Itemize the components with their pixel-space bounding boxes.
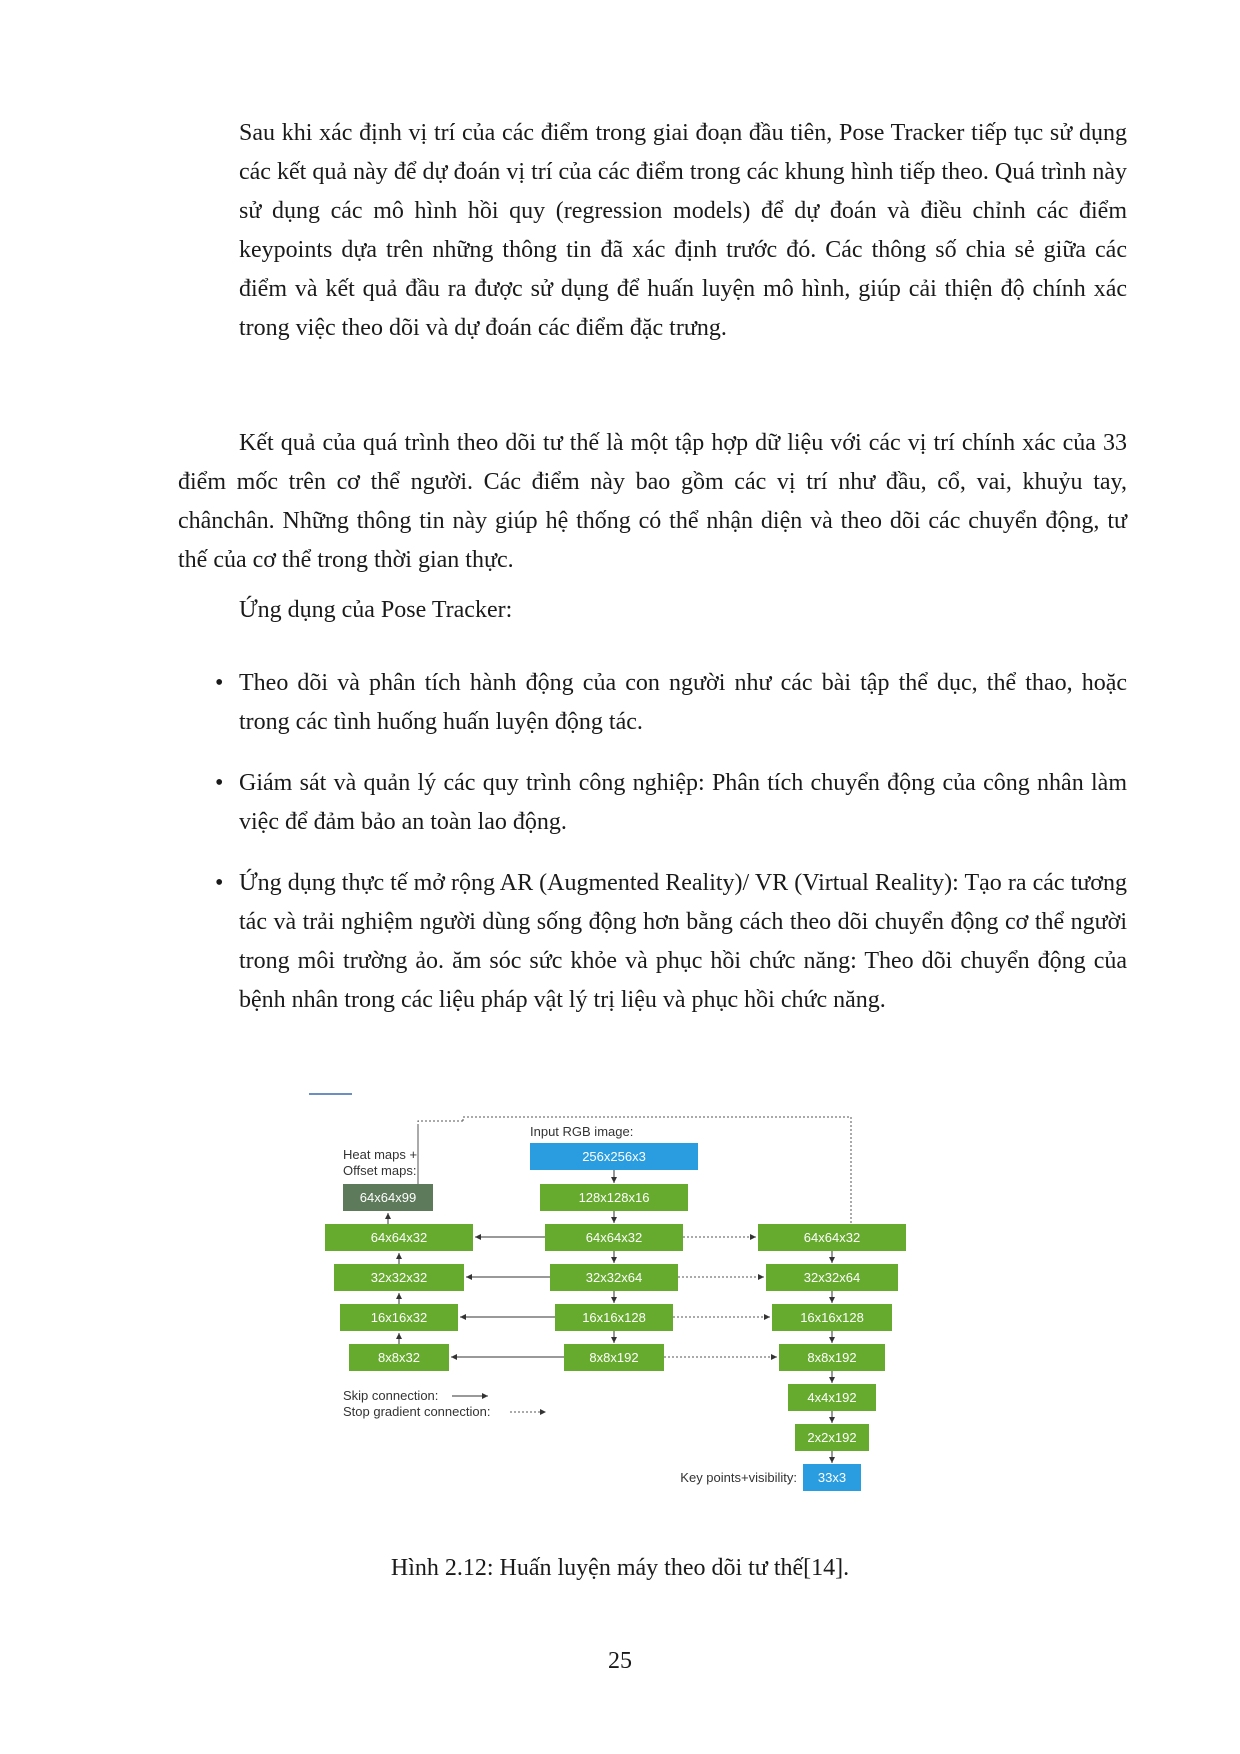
block-c1-label: 128x128x16 — [578, 1190, 650, 1205]
applications-list — [215, 664, 1127, 1042]
block-l3-label: 16x16x32 — [370, 1310, 428, 1325]
list-item-text: Giám sát và quản lý các quy trình công nghiệp: Phân tích chuyển động của công nhân làm việc để đảm bảo an toàn lao động. — [239, 770, 1127, 835]
block-c4-label: 16x16x128 — [582, 1310, 646, 1325]
architecture-diagram-svg — [300, 1086, 940, 1538]
architecture-diagram — [300, 1086, 940, 1538]
heatmap-label-1: Heat maps + — [343, 1147, 418, 1162]
paragraph-pose-tracker-regression: Sau khi xác định vị trí của các điểm trong giai đoạn đầu tiên, Pose Tracker tiếp tục sử dụng các kết quả này để dự đoán vị trí của các điểm trong các khung hình tiếp theo. Quá trình này sử dụng các mô hình hồi quy (regression models) để dự đoán và điều chỉnh các điểm keypoints dựa trên những thông tin đã xác định trước đó. Các thông số chia sẻ giữa các điểm và kết quả đầu ra được sử dụng để huấn luyện mô hình, giúp cải thiện độ chính xác trong việc theo dõi và dự đoán các điểm đặc trưng. — [239, 120, 1127, 341]
block-output-label: 33x3 — [817, 1470, 847, 1485]
list-item — [215, 864, 1127, 1020]
block-r2-label: 32x32x64 — [803, 1270, 861, 1285]
list-item — [215, 764, 1127, 842]
bullet-icon: • — [215, 870, 224, 896]
block-c3-label: 32x32x64 — [585, 1270, 643, 1285]
bullet-icon: • — [215, 670, 224, 696]
paragraph-tracking-result: Kết quả của quá trình theo dõi tư thế là một tập hợp dữ liệu với các vị trí chính xác của 33 điểm mốc trên cơ thể người. Các điểm này bao gồm các vị trí như đầu, cổ, vai, khuỷu tay, chânchân. Những thông tin này giúp hệ thống có thể nhận diện và theo dõi các chuyển động, tư thế của cơ thể trong thời gian thực. — [178, 430, 1127, 573]
block-r6-label: 2x2x192 — [807, 1430, 857, 1445]
block-c2-label: 64x64x32 — [585, 1230, 643, 1245]
block-l1-label: 64x64x32 — [370, 1230, 428, 1245]
section-heading-applications: Ứng dụng của Pose Tracker: — [239, 597, 513, 623]
block-c5-label: 8x8x192 — [589, 1350, 639, 1365]
legend-stop-label: Stop gradient connection: — [343, 1404, 491, 1419]
block-r5-label: 4x4x192 — [807, 1390, 857, 1405]
list-item — [215, 664, 1127, 742]
block-l4-label: 8x8x32 — [378, 1350, 420, 1365]
stop-gradient-left-connection — [418, 1121, 463, 1126]
block-input-label: 256x256x3 — [582, 1149, 646, 1164]
block-r4-label: 8x8x192 — [807, 1350, 857, 1365]
page-number: 25 — [608, 1648, 632, 1674]
block-l0-label: 64x64x99 — [359, 1190, 417, 1205]
bullet-icon: • — [215, 770, 224, 796]
legend-skip-label: Skip connection: — [343, 1388, 439, 1403]
block-r1-label: 64x64x32 — [803, 1230, 861, 1245]
list-item-text: Ứng dụng thực tế mở rộng AR (Augmented Reality)/ VR (Virtual Reality): Tạo ra các tương tác và trải nghiệm người dùng sống động hơn bằng cách theo dõi chuyển động cơ thể người trong môi trường ảo. ăm sóc sức khỏe và phục hồi chức năng: Theo dõi chuyển động của bệnh nhân trong các liệu pháp vật lý trị liệu và phục hồi chức năng. — [239, 870, 1127, 1013]
keypoints-label: Key points+visibility: — [680, 1470, 797, 1485]
figure-caption: Hình 2.12: Huấn luyện máy theo dõi tư thế[14]. — [390, 1555, 850, 1581]
block-l2-label: 32x32x32 — [370, 1270, 428, 1285]
heatmap-label-2: Offset maps: — [343, 1163, 417, 1178]
block-r3-label: 16x16x128 — [800, 1310, 864, 1325]
input-label: Input RGB image: — [530, 1124, 634, 1139]
list-item-text: Theo dõi và phân tích hành động của con người như các bài tập thể dục, thể thao, hoặc trong các tình huống huấn luyện động tác. — [239, 670, 1127, 735]
